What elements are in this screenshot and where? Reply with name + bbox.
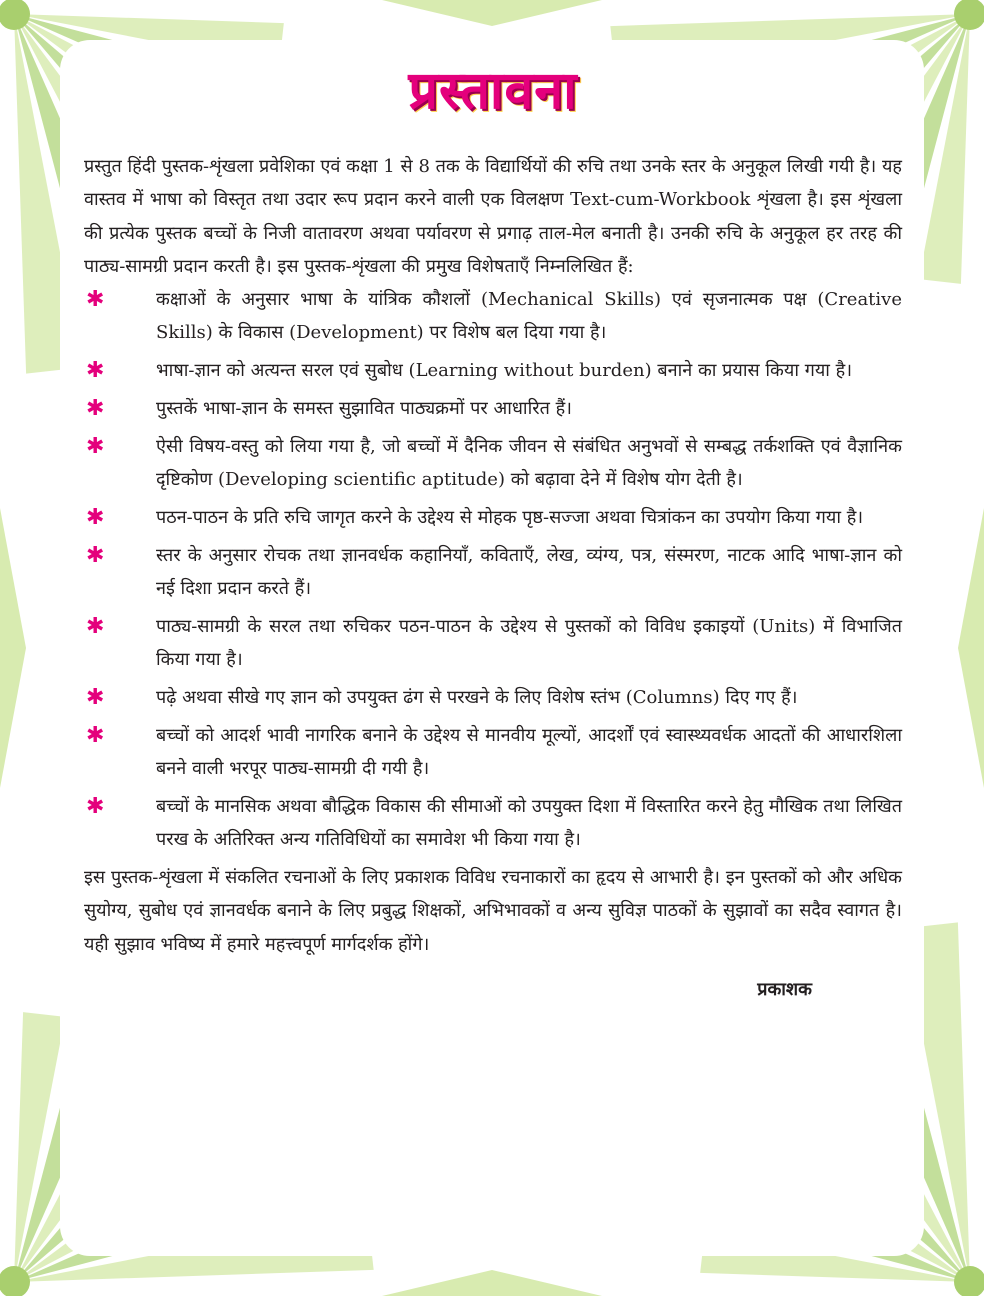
asterisk-icon: ✱ (86, 613, 105, 639)
feature-item (84, 354, 902, 387)
feature-text: स्तर के अनुसार रोचक तथा ज्ञानवर्धक कहानियाँ, कविताएँ, लेख, व्यंग्य, पत्र, संस्मरण, नाटक आदि भाषा-ज्ञान को नई दिशा प्रदान करते हैं। (156, 544, 902, 600)
feature-item (84, 610, 902, 677)
feature-item (84, 501, 902, 534)
edge-ray-right (958, 508, 984, 788)
asterisk-icon: ✱ (86, 684, 105, 710)
page-title: प्रस्तावना (408, 61, 578, 121)
publisher-signature: प्रकाशक (757, 978, 812, 1000)
asterisk-icon: ✱ (86, 287, 105, 313)
feature-text: पुस्तकें भाषा-ज्ञान के समस्त सुझावित पाठ्यक्रमों पर आधारित हैं। (156, 398, 572, 420)
asterisk-icon: ✱ (86, 358, 105, 384)
feature-item (84, 539, 902, 606)
feature-item (84, 430, 902, 497)
feature-item (84, 392, 902, 425)
features-list (84, 283, 902, 856)
feature-text: पढ़े अथवा सीखे गए ज्ञान को उपयुक्त ढंग से परखने के लिए विशेष स्तंभ (Columns) दिए गए हैं। (156, 686, 798, 708)
asterisk-icon: ✱ (86, 793, 105, 819)
feature-item (84, 283, 902, 350)
feature-item (84, 719, 902, 786)
asterisk-icon: ✱ (86, 504, 105, 530)
asterisk-icon: ✱ (86, 722, 105, 748)
closing-paragraph: इस पुस्तक-शृंखला में संकलित रचनाओं के लिए प्रकाशक विविध रचनाकारों का हृदय से आभारी है। इन पुस्तकों को और अधिक सुयोग्य, सुबोध एवं ज्ञानवर्धक बनाने के लिए प्रबुद्ध शिक्षकों, अभिभावकों व अन्य सुविज्ञ पाठकों के सुझावों का सदैव स्वागत है। यही सुझाव भविष्य में हमारे महत्त्वपूर्ण मार्गदर्शक होंगे। (84, 866, 902, 955)
feature-text: पाठ्य-सामग्री के सरल तथा रुचिकर पठन-पाठन के उद्देश्य से पुस्तकों को विविध इकाइयों (Units) में विभाजित किया गया है। (156, 615, 902, 671)
feature-text: बच्चों के मानसिक अथवा बौद्धिक विकास की सीमाओं को उपयुक्त दिशा में विस्तारित करने हेतु मौखिक तथा लिखित परख के अतिरिक्त अन्य गतिविधियों का समावेश भी किया गया है। (156, 795, 902, 851)
feature-item (84, 681, 902, 714)
intro-paragraph: प्रस्तुत हिंदी पुस्तक-शृंखला प्रवेशिका एवं कक्षा 1 से 8 तक के विद्यार्थियों की रुचि तथा उनके स्तर के अनुकूल लिखी गयी है। यह वास्तव में भाषा को विस्तृत तथा उदार रूप प्रदान करने वाली एक विलक्षण Text-cum-Workbook शृंखला है। इस शृंखला की प्रत्येक पुस्तक बच्चों के निजी वातावरण अथवा पर्यावरण से प्रगाढ़ ताल-मेल बनाती है। उनकी रुचि के अनुकूल हर तरह की पाठ्य-सामग्री प्रदान करती है। इस पुस्तक-शृंखला की प्रमुख विशेषताएँ निम्नलिखित हैं: (84, 156, 902, 277)
feature-text: भाषा-ज्ञान को अत्यन्त सरल एवं सुबोध (Learning without burden) बनाने का प्रयास किया गया है। (156, 360, 853, 382)
feature-text: बच्चों को आदर्श भावी नागरिक बनाने के उद्देश्य से मानवीय मूल्यों, आदर्शों एवं स्वास्थ्यवर्धक आदतों की आधारशिला बनने वाली भरपूर पाठ्य-सामग्री दी गयी है। (156, 724, 902, 780)
preface-page (84, 48, 902, 1238)
feature-text: ऐसी विषय-वस्तु को लिया गया है, जो बच्चों में दैनिक जीवन से संबंधित अनुभवों से सम्बद्ध तर्कशक्ति एवं वैज्ञानिक दृष्टिकोण (Developing scientific aptitude) को बढ़ावा देने में विशेष योग देती है। (156, 435, 902, 491)
edge-ray-left (0, 508, 26, 788)
feature-item (84, 790, 902, 857)
asterisk-icon: ✱ (86, 433, 105, 459)
asterisk-icon: ✱ (86, 542, 105, 568)
feature-text: पठन-पाठन के प्रति रुचि जागृत करने के उद्देश्य से मोहक पृष्ठ-सज्जा अथवा चित्रांकन का उपयोग किया गया है। (156, 506, 864, 528)
feature-text: कक्षाओं के अनुसार भाषा के यांत्रिक कौशलों (Mechanical Skills) एवं सृजनात्मक पक्ष (Creative Skills) के विकास (Development) पर विशेष बल दिया गया है। (156, 289, 902, 344)
asterisk-icon: ✱ (86, 396, 105, 422)
edge-ray-top (382, 0, 602, 26)
edge-ray-bottom (382, 1270, 602, 1296)
